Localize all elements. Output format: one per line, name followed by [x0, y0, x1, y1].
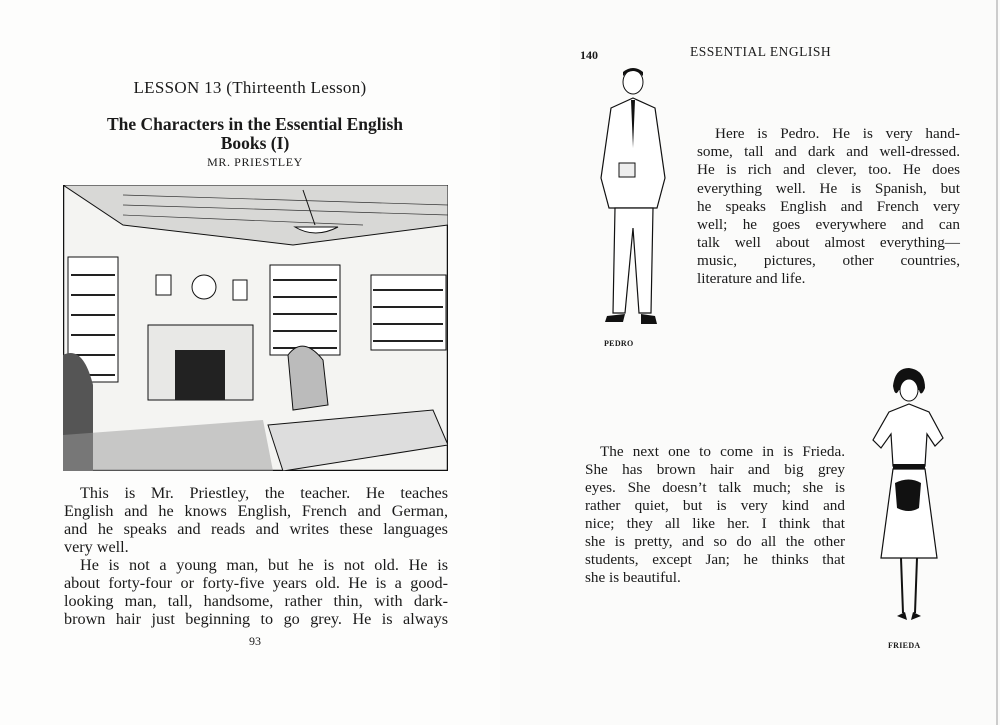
frieda-text-line: rather quiet, but is very kind and	[585, 497, 845, 514]
frieda-text-line: nice; they all like her. I think that	[585, 515, 845, 532]
body-line: looking man, tall, handsome, rather thin, with dark-	[64, 592, 448, 610]
chapter-title-line-1: The Characters in the Essential English	[106, 114, 404, 134]
pedro-illustration	[593, 68, 675, 333]
pedro-text-line: music, pictures, other countries,	[697, 252, 960, 269]
lesson-heading: LESSON 13 (Thirteenth Lesson)	[133, 78, 367, 97]
frieda-text-line: she is pretty, and so do all the other	[585, 533, 845, 550]
section-subtitle: MR. PRIESTLEY	[207, 155, 303, 169]
pedro-text-line: He is rich and clever, too. He does	[697, 161, 960, 178]
pedro-text-line: some, tall and dark and well-dressed.	[697, 143, 960, 160]
body-line: He is not a young man, but he is not old. He is	[80, 556, 448, 574]
pedro-text-line: well; he goes everywhere and can	[697, 216, 960, 233]
frieda-text-line: eyes. She doesn’t talk much; she is	[585, 479, 845, 496]
page-number: 140	[580, 48, 598, 62]
frieda-text-line: she is beautiful.	[585, 569, 681, 586]
running-head: ESSENTIAL ENGLISH	[690, 44, 832, 59]
body-line: very well.	[64, 538, 129, 556]
pedro-text-line: Here is Pedro. He is very hand-	[715, 125, 960, 142]
pedro-text-line: everything well. He is Spanish, but	[697, 180, 960, 197]
pedro-caption: PEDRO	[604, 339, 634, 348]
pedro-text-line: he speaks English and French very	[697, 198, 960, 215]
frieda-text-line: She has brown hair and big grey	[585, 461, 845, 478]
body-line: English and he knows English, French and German,	[64, 502, 448, 520]
pedro-text-line: talk well about almost everything—	[697, 234, 960, 251]
body-line: This is Mr. Priestley, the teacher. He teaches	[80, 484, 448, 502]
body-line: and he speaks and reads and writes these languages	[64, 520, 448, 538]
frieda-illustration	[863, 368, 955, 633]
right-page	[500, 0, 1000, 725]
study-room-illustration	[63, 185, 448, 471]
frieda-caption: FRIEDA	[888, 641, 921, 650]
pedro-text-line: literature and life.	[697, 270, 806, 287]
frieda-text-line: The next one to come in is Frieda.	[600, 443, 845, 460]
chapter-title-line-2: Books (I)	[220, 133, 290, 153]
page-edge	[996, 0, 998, 725]
body-line: about forty-four or forty-five years old. He is a good-	[64, 574, 448, 592]
frieda-text-line: students, except Jan; he thinks that	[585, 551, 845, 568]
body-line: brown hair just beginning to go grey. He is always	[64, 610, 448, 628]
page-number: 93	[249, 634, 261, 648]
